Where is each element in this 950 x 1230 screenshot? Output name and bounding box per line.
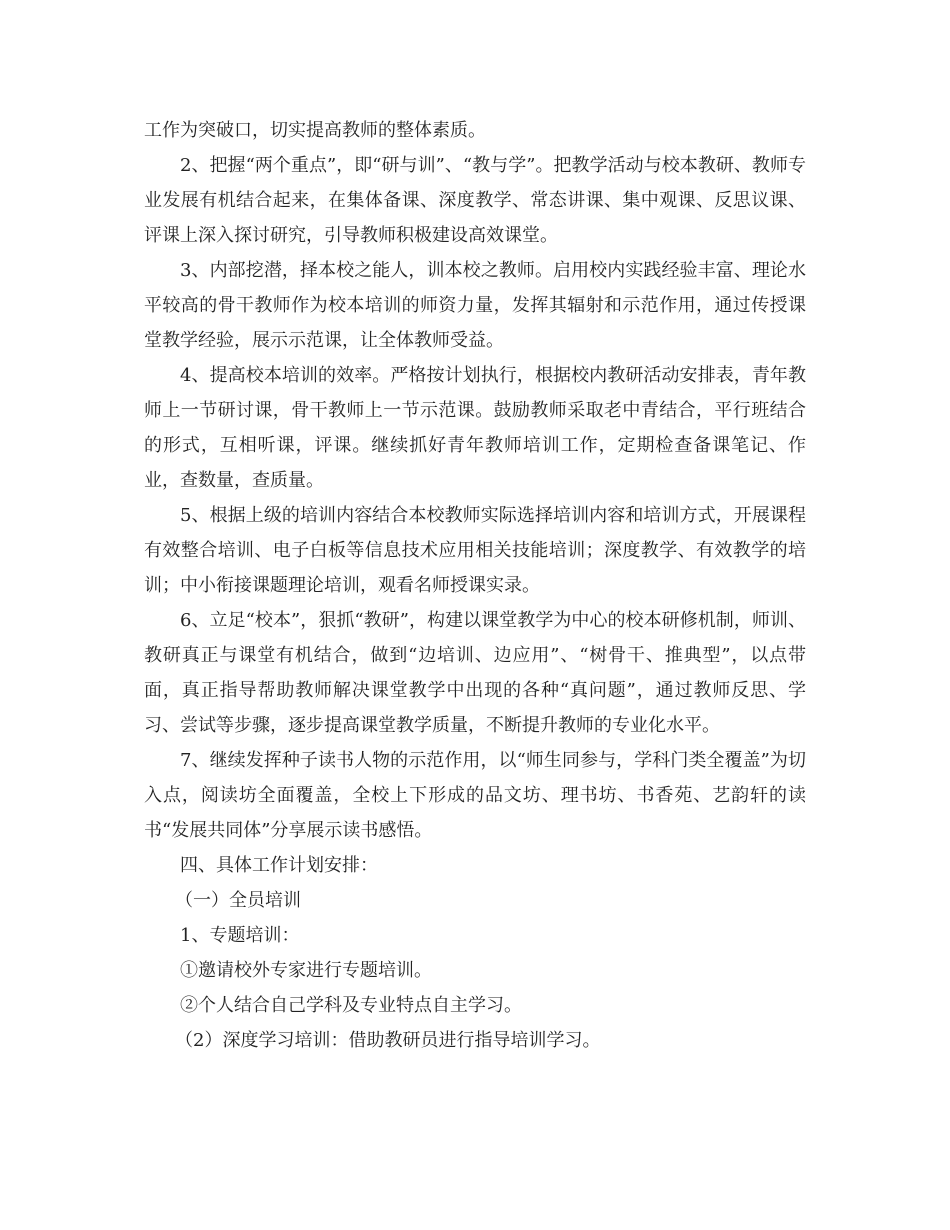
- subitem-expert-training: ①邀请校外专家进行专题培训。: [180, 960, 432, 981]
- item-topic-training: 1、专题培训：: [180, 925, 300, 946]
- subsection-heading-1: （一）全员培训: [175, 890, 301, 911]
- item-deep-learning-training: （2）深度学习培训：借助教研员进行指导培训学习。: [175, 1030, 601, 1051]
- paragraph-item-5: 5、根据上级的培训内容结合本校教师实际选择培训内容和培训方式，开展课程有效整合培训、电子白板等信息技术应用相关技能培训；深度教学、有效教学的培训；中小衔接课题理论培训，观看名师授课实录。: [144, 505, 806, 596]
- paragraph-item-3: 3、内部挖潜，择本校之能人，训本校之教师。启用校内实践经验丰富、理论水平较高的骨干教师作为校本培训的师资力量，发挥其辐射和示范作用，通过传授课堂教学经验，展示示范课，让全体教师受益。: [144, 260, 806, 351]
- section-heading-4: 四、具体工作计划安排：: [180, 855, 378, 876]
- paragraph-item-2: 2、把握“两个重点”，即“研与训”、“教与学”。把教学活动与校本教研、教师专业发展有机结合起来，在集体备课、深度教学、常态讲课、集中观课、反思议课、评课上深入探讨研究，引导教师积极建设高效课堂。: [144, 155, 806, 246]
- subitem-self-study: ②个人结合自己学科及专业特点自主学习。: [180, 995, 522, 1016]
- paragraph-item-7: 7、继续发挥种子读书人物的示范作用，以“师生同参与，学科门类全覆盖”为切入点，阅读坊全面覆盖，全校上下形成的品文坊、理书坊、书香苑、艺韵轩的读书“发展共同体”分享展示读书感悟。: [144, 750, 806, 841]
- paragraph-item-4: 4、提高校本培训的效率。严格按计划执行，根据校内教研活动安排表，青年教师上一节研讨课，骨干教师上一节示范课。鼓励教师采取老中青结合，平行班结合的形式，互相听课，评课。继续抓好青年教师培训工作，定期检查备课笔记、作业，查数量，查质量。: [144, 365, 806, 491]
- paragraph-item-6: 6、立足“校本”，狠抓“教研”，构建以课堂教学为中心的校本研修机制，师训、教研真正与课堂有机结合，做到“边培训、边应用”、“树骨干、推典型”，以点带面，真正指导帮助教师解决课堂教学中出现的各种“真问题”，通过教师反思、学习、尝试等步骤，逐步提高课堂教学质量，不断提升教师的专业化水平。: [144, 610, 806, 736]
- document-body: [144, 113, 806, 1058]
- paragraph-continuation: 工作为突破口，切实提高教师的整体素质。: [144, 120, 486, 141]
